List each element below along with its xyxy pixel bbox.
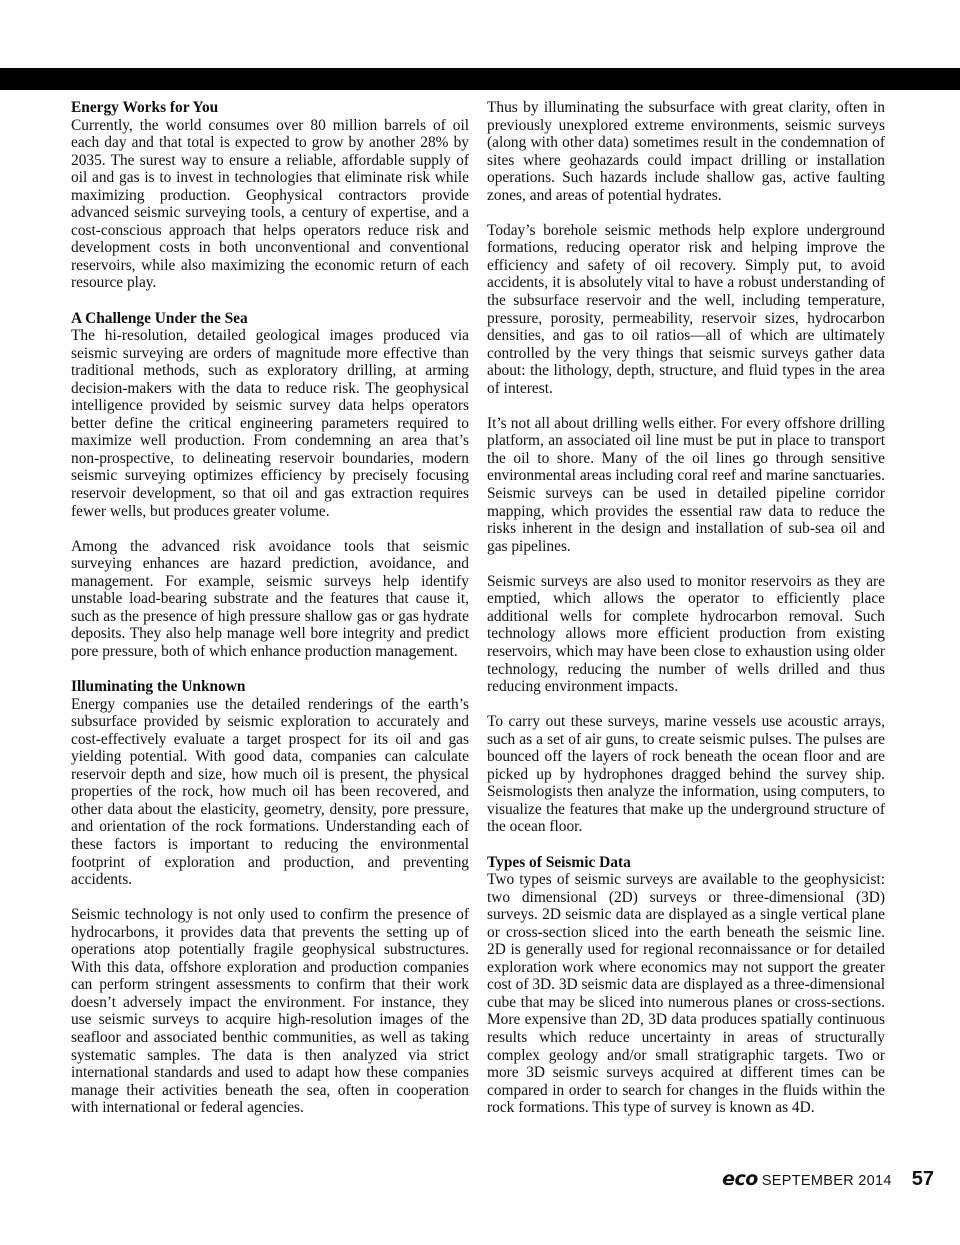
article-section [71, 906, 469, 1117]
article-section [487, 573, 885, 696]
article-section [71, 678, 469, 889]
section-heading: A Challenge Under the Sea [71, 309, 248, 327]
section-paragraph: Two types of seismic surveys are available to the geophysicist: two dimensional (2D) surveys or three-dimensional (3D) surveys. 2D seismic data are displayed as a single vertical plane or cross-section sliced into the earth beneath the seismic line. 2D is generally used for regional reconnaissance or for detailed exploration work where economics may not support the greater cost of 3D. 3D seismic data are displayed as a three-dimensional cube that may be sliced into numerous planes or cross-sections. More expensive than 2D, 3D data produces spatially continuous results which reduce uncertainty in areas of structurally complex geology and/or small stratigraphic targets. Two or more 3D seismic surveys acquired at different times can be compared in order to search for changes in the fluids within the rock formations. This type of survey is known as 4D. [487, 871, 885, 1117]
article-section [487, 222, 885, 397]
page-number: 57 [911, 1168, 934, 1190]
section-paragraph: Currently, the world consumes over 80 million barrels of oil each day and that total is expected to grow by another 28% by 2035. The surest way to ensure a reliable, affordable supply of oil and gas is to invest in technologies that eliminate risk while maximizing production. Geophysical contractors provide advanced seismic surveying tools, a century of expertise, and a cost-conscious approach that helps operators reduce risk and development costs in both unconventional and conventional reservoirs, while also maximizing the economic return of each resource play. [71, 116, 469, 292]
article-section [71, 99, 469, 292]
section-heading: Illuminating the Unknown [71, 678, 246, 696]
section-paragraph: Seismic technology is not only used to confirm the presence of hydrocarbons, it provides data that prevents the setting up of operations atop potentially fragile geophysical substructures. With this data, offshore exploration and production companies can perform stringent assessments to confirm that their work doesn’t adversely impact the environment. For instance, they use seismic surveys to acquire high-resolution images of the seafloor and associated benthic communities, as well as taking systematic samples. The data is then analyzed via strict international standards and used to adapt how these companies manage their activities beneath the sea, often in cooperation with international or federal agencies. [71, 906, 469, 1117]
section-paragraph: Thus by illuminating the subsurface with great clarity, often in previously unexplored extreme environments, seismic surveys (along with other data) sometimes result in the condemnation of sites where geohazards could impact drilling or installation operations. Such hazards include shallow gas, active faulting zones, and areas of potential hydrates. [487, 99, 885, 204]
article-section [487, 854, 885, 1117]
page-footer [722, 1168, 934, 1191]
article-section [71, 310, 469, 521]
section-paragraph: Among the advanced risk avoidance tools that seismic surveying enhances are hazard prediction, avoidance, and management. For example, seismic surveys help identify unstable load-bearing substrate and the features that cause it, such as the presence of high pressure shallow gas or gas hydrate deposits. They also help manage well bore integrity and predict pore pressure, both of which enhance production management. [71, 537, 469, 660]
left-column [71, 99, 469, 1134]
right-column [487, 99, 885, 1134]
section-paragraph: It’s not all about drilling wells either. For every offshore drilling platform, an associated oil line must be put in place to transport the oil to shore. Many of the oil lines go through sensitive environmental areas including coral reef and marine sanctuaries. Seismic surveys can be used in detailed pipeline corridor mapping, which provides the essential raw data to reduce the risks inherent in the design and installation of sub-sea oil and gas pipelines. [487, 414, 885, 555]
section-paragraph: Seismic surveys are also used to monitor reservoirs as they are emptied, which allows the operator to efficiently place additional wells for complete hydrocarbon removal. Such technology allows more efficient production from existing reservoirs, which may have been close to exhaustion using older technology, reducing the number of wells drilled and thus reducing environment impacts. [487, 572, 885, 696]
article-section [487, 99, 885, 204]
magazine-logo: eco [722, 1168, 758, 1190]
section-heading: Types of Seismic Data [487, 853, 631, 871]
header-bar [0, 68, 960, 90]
section-paragraph: The hi-resolution, detailed geological images produced via seismic surveying are orders of magnitude more effective than traditional methods, such as exploratory drilling, at arming decision-makers with the data to reduce risk. The geophysical intelligence provided by seismic survey data helps operators better define the critical engineering parameters required to maximize well production. From condemning an area that’s non-prospective, to delineating reservoir boundaries, modern seismic surveying optimizes efficiency by precisely focusing reservoir development, so that oil and gas extraction requires fewer wells, but produces greater volume. [71, 327, 469, 520]
article-section [487, 415, 885, 555]
section-heading: Energy Works for You [71, 99, 219, 116]
section-paragraph: Energy companies use the detailed renderings of the earth’s subsurface provided by seismic exploration to accurately and cost-effectively evaluate a target prospect for its oil and gas yielding potential. With good data, companies can calculate reservoir depth and size, how much oil is present, the physical properties of the rock, how much oil has been recovered, and other data about the elasticity, geometry, density, pore pressure, and orientation of the rock formations. Understanding each of these factors is important to reducing the environmental footprint of exploration and production, and preventing accidents. [71, 695, 469, 889]
section-paragraph: To carry out these surveys, marine vessels use acoustic arrays, such as a set of air guns, to create seismic pulses. The pulses are bounced off the layers of rock beneath the ocean floor and are picked up by hydrophones dragged behind the survey ship. Seismologists then analyze the information, using computers, to visualize the features that make up the underground structure of the ocean floor. [487, 713, 885, 836]
article-section [71, 538, 469, 661]
issue-date: SEPTEMBER 2014 [761, 1173, 892, 1189]
article-section [487, 713, 885, 836]
section-paragraph: Today’s borehole seismic methods help explore underground formations, reducing operator risk and helping improve the efficiency and safety of oil recovery. Simply put, to avoid accidents, it is absolutely vital to have a robust understanding of the subsurface reservoir and the well, including temperature, pressure, porosity, permeability, reservoir sizes, hydrocarbon densities, and gas to oil ratios—all of which are ultimately controlled by the very things that seismic surveys gather data about: the lithology, depth, structure, and fluid types in the area of interest. [487, 221, 885, 397]
